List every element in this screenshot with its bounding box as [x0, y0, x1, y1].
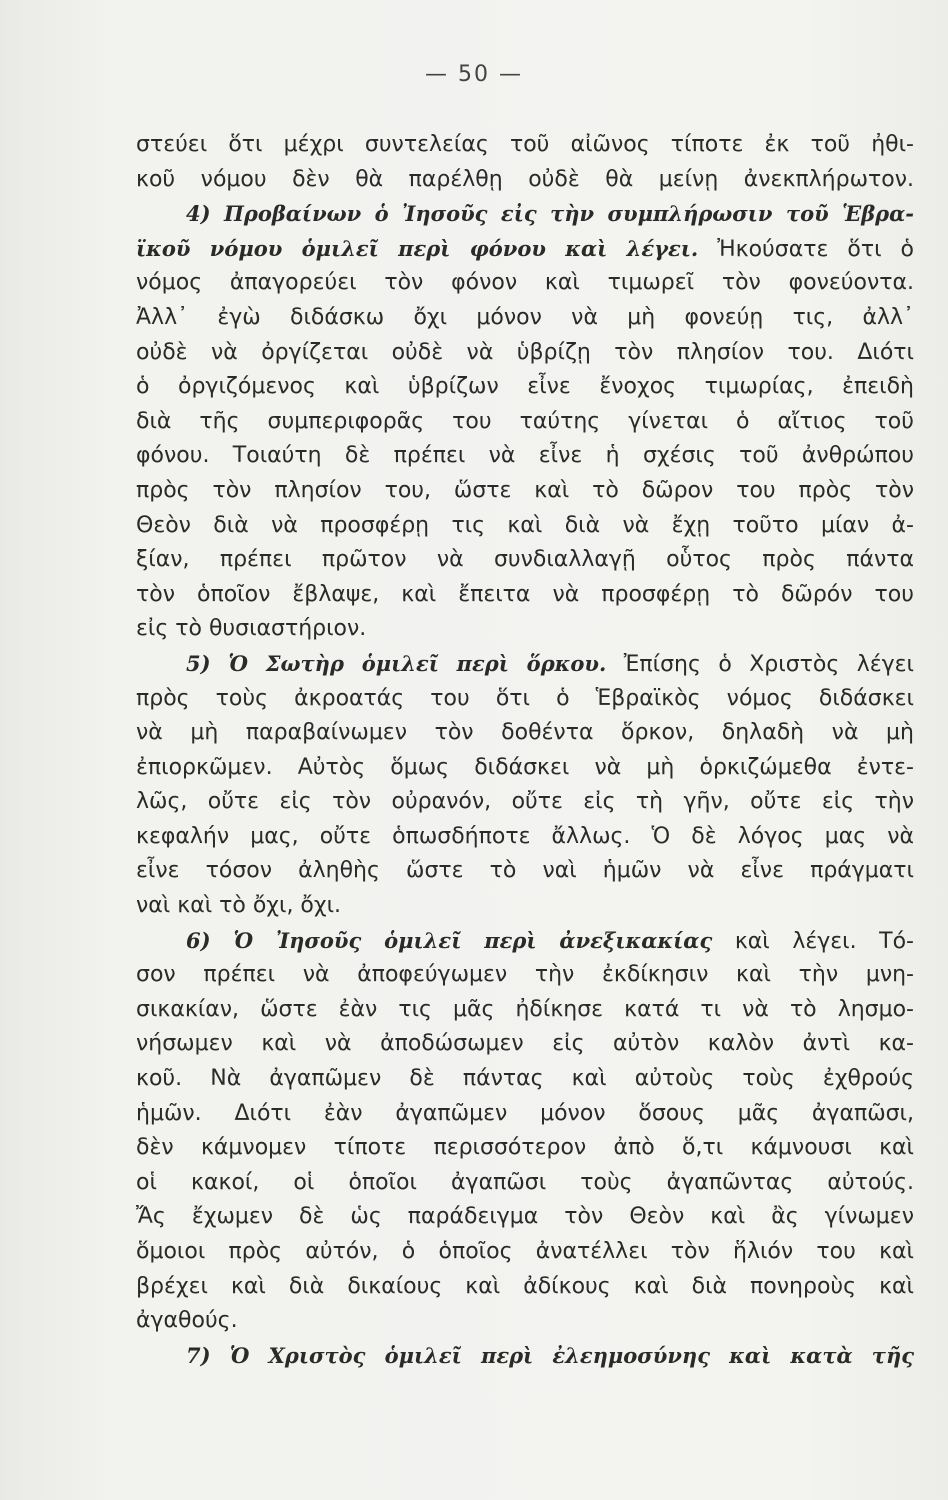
- section-heading-4: 4) Προβαίνων ὁ Ἰησοῦς εἰς τὴν συμπλήρωσιν τοῦ Ἑβρα-: [186, 201, 914, 227]
- text-line: τὸν ὁποῖον ἔβλαψε, καὶ ἔπειτα νὰ προσφέρῃ τὸ δῶρόν του: [136, 581, 914, 607]
- text-line: οὐδὲ νὰ ὀργίζεται οὐδὲ νὰ ὑβρίζῃ τὸν πλησίον του. Διότι: [136, 339, 914, 365]
- text-line: κεφαλήν μας, οὔτε ὁπωσδήποτε ἄλλως. Ὁ δὲ λόγος μας νὰ: [136, 823, 914, 849]
- text-line: βρέχει καὶ διὰ δικαίους καὶ ἀδίκους καὶ διὰ πονηροὺς καὶ: [136, 1273, 914, 1299]
- text-line: νήσωμεν καὶ νὰ ἀποδώσωμεν εἰς αὐτὸν καλὸν ἀντὶ κα-: [136, 1031, 914, 1057]
- text-line: σικακίαν, ὥστε ἐὰν τις μᾶς ἠδίκησε κατά τι νὰ τὸ λησμο-: [136, 996, 914, 1022]
- section-heading-6: 6) Ὁ Ἰησοῦς ὁμιλεῖ περὶ ἀνεξικακίας καὶ λέγει. Τό-: [186, 927, 914, 954]
- text-line: ὁ ὀργιζόμενος καὶ ὑβρίζων εἶνε ἔνοχος τιμωρίας, ἐπειδὴ: [136, 374, 914, 400]
- section-heading-7: 7) Ὁ Χριστὸς ὁμιλεῖ περὶ ἐλεημοσύνης καὶ κατὰ τῆς: [186, 1342, 914, 1368]
- text-line: Θεὸν διὰ νὰ προσφέρῃ τις καὶ διὰ νὰ ἔχῃ τοῦτο μίαν ἀ-: [136, 512, 914, 538]
- text-line: διὰ τῆς συμπεριφορᾶς του ταύτης γίνεται ὁ αἴτιος τοῦ: [136, 408, 914, 434]
- text-line: εἰς τὸ θυσιαστήριον.: [136, 616, 367, 642]
- text-line: κοῦ. Νὰ ἀγαπῶμεν δὲ πάντας καὶ αὐτοὺς τοὺς ἐχθρούς: [136, 1066, 914, 1092]
- text-line: Ἀλλ᾽ ἐγὼ διδάσκω ὄχι μόνον νὰ μὴ φονεύῃ τις, ἀλλ᾽: [136, 304, 914, 330]
- text-line: ἀγαθούς.: [136, 1308, 238, 1334]
- text-line: εἶνε τόσον ἀληθὴς ὥστε τὸ ναὶ ἡμῶν νὰ εἶνε πράγματι: [136, 858, 914, 884]
- text-line: Ἄς ἔχωμεν δὲ ὡς παράδειγμα τὸν Θεὸν καὶ ἂς γίνωμεν: [136, 1204, 914, 1230]
- text-line: ϊκοῦ νόμου ὁμιλεῖ περὶ φόνου καὶ λέγει. Ἠκούσατε ὅτι ὁ: [136, 235, 914, 262]
- text-line: οἱ κακοί, οἱ ὁποῖοι ἀγαπῶσι τοὺς ἀγαπῶντας αὐτούς.: [136, 1169, 914, 1195]
- body-text: [136, 128, 914, 1373]
- text-line: πρὸς τοὺς ἀκροατάς του ὅτι ὁ Ἑβραϊκὸς νόμος διδάσκει: [136, 685, 914, 711]
- section-heading-5: 5) Ὁ Σωτὴρ ὁμιλεῖ περὶ ὅρκου. Ἐπίσης ὁ Χριστὸς λέγει: [186, 650, 914, 677]
- text-line: λῶς, οὔτε εἰς τὸν οὐρανόν, οὔτε εἰς τὴ γῆν, οὔτε εἰς τὴν: [136, 789, 914, 815]
- text-line: ὅμοιοι πρὸς αὐτόν, ὁ ὁποῖος ἀνατέλλει τὸν ἥλιόν του καὶ: [136, 1239, 914, 1264]
- text-line: ξίαν, πρέπει πρῶτον νὰ συνδιαλλαγῇ οὗτος πρὸς πάντα: [136, 547, 914, 573]
- page-number: — 50 —: [425, 62, 523, 87]
- text-line: κοῦ νόμου δὲν θὰ παρέλθῃ οὐδὲ θὰ μείνῃ ἀνεκπλήρωτον.: [136, 166, 914, 192]
- text-line: στεύει ὅτι μέχρι συντελείας τοῦ αἰῶνος τίποτε ἐκ τοῦ ἠθι-: [136, 132, 914, 157]
- text-line: πρὸς τὸν πλησίον του, ὥστε καὶ τὸ δῶρον του πρὸς τὸν: [136, 477, 914, 503]
- text-line: νόμος ἀπαγορεύει τὸν φόνον καὶ τιμωρεῖ τὸν φονεύοντα.: [136, 270, 914, 296]
- text-line: νὰ μὴ παραβαίνωμεν τὸν δοθέντα ὅρκον, δηλαδὴ νὰ μὴ: [136, 720, 914, 746]
- text-line: ἐπιορκῶμεν. Αὐτὸς ὅμως διδάσκει νὰ μὴ ὁρκιζώμεθα ἐντε-: [136, 754, 914, 780]
- text-line: δὲν κάμνομεν τίποτε περισσότερον ἀπὸ ὅ,τι κάμνουσι καὶ: [136, 1135, 914, 1161]
- text-line: ἡμῶν. Διότι ἐὰν ἀγαπῶμεν μόνον ὅσους μᾶς ἀγαπῶσι,: [136, 1100, 914, 1126]
- text-line: σον πρέπει νὰ ἀποφεύγωμεν τὴν ἐκδίκησιν καὶ τὴν μνη-: [136, 962, 914, 988]
- text-line: φόνου. Τοιαύτη δὲ πρέπει νὰ εἶνε ἡ σχέσις τοῦ ἀνθρώπου: [136, 443, 914, 469]
- text-line: ναὶ καὶ τὸ ὄχι, ὄχι.: [136, 893, 342, 919]
